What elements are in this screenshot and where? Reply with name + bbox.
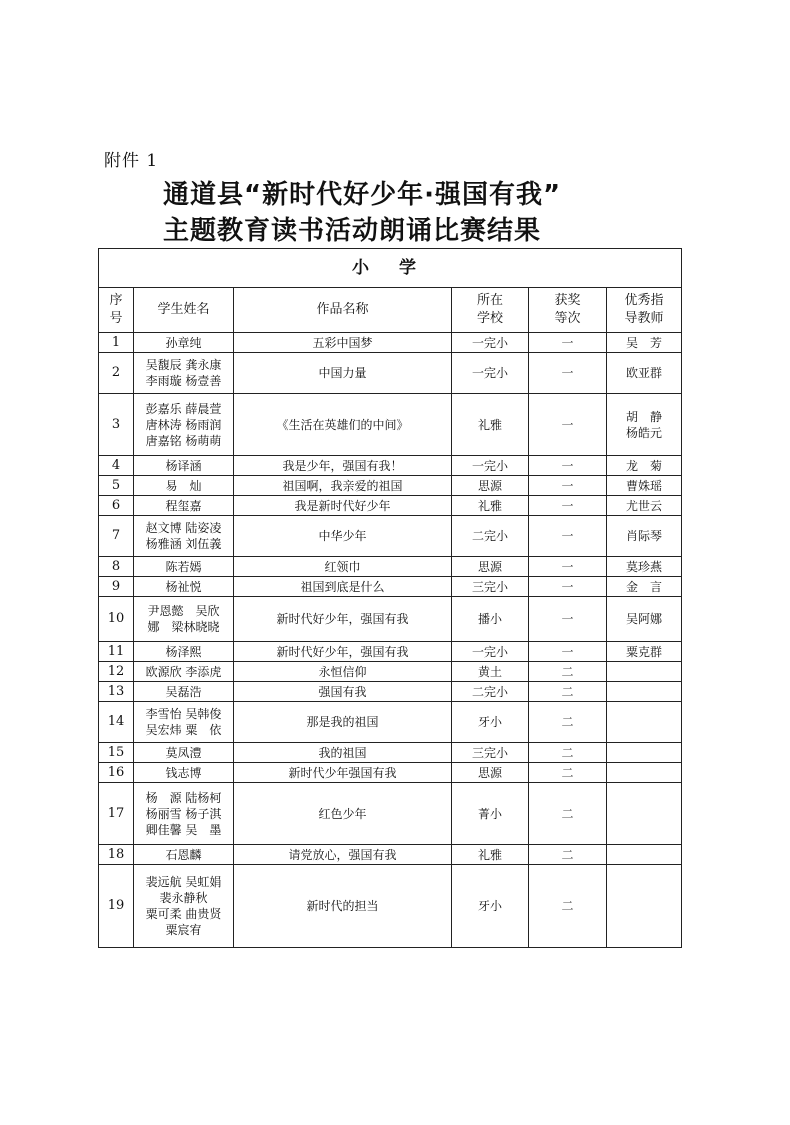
cell-work: 我是新时代好少年: [234, 496, 452, 516]
cell-students: 彭嘉乐 薛晨萱 唐林涛 杨雨润 唐嘉铭 杨萌萌: [134, 394, 234, 456]
header-award: 获奖 等次: [529, 288, 607, 333]
cell-students: 易 灿: [134, 476, 234, 496]
cell-index: 4: [99, 456, 134, 476]
table-row: [99, 865, 682, 948]
section-heading: 小 学: [99, 249, 682, 288]
cell-award: 二: [529, 662, 607, 682]
cell-award: 二: [529, 743, 607, 763]
cell-index: 17: [99, 783, 134, 845]
table-row: [99, 496, 682, 516]
table-row: [99, 597, 682, 642]
header-index: 序 号: [99, 288, 134, 333]
cell-award: 一: [529, 577, 607, 597]
cell-award: 一: [529, 557, 607, 577]
cell-teacher: 吴阿娜: [607, 597, 682, 642]
table-row: [99, 456, 682, 476]
cell-school: 一完小: [452, 642, 529, 662]
cell-work: 祖国啊，我亲爱的祖国: [234, 476, 452, 496]
cell-school: 二完小: [452, 516, 529, 557]
cell-students: 莫凤澧: [134, 743, 234, 763]
cell-students: 陈若嫣: [134, 557, 234, 577]
cell-students: 吴磊浩: [134, 682, 234, 702]
cell-teacher: 胡 静 杨皓元: [607, 394, 682, 456]
cell-index: 3: [99, 394, 134, 456]
table-row: [99, 557, 682, 577]
cell-work: 五彩中国梦: [234, 333, 452, 353]
cell-work: 《生活在英雄们的中间》: [234, 394, 452, 456]
cell-school: 礼雅: [452, 394, 529, 456]
document-title-line-2: 主题教育读书活动朗诵比赛结果: [163, 216, 542, 246]
table-row: [99, 476, 682, 496]
cell-index: 13: [99, 682, 134, 702]
table-row: [99, 682, 682, 702]
cell-students: 石恩麟: [134, 845, 234, 865]
cell-teacher: [607, 702, 682, 743]
cell-students: 杨祉悦: [134, 577, 234, 597]
cell-school: 三完小: [452, 577, 529, 597]
cell-award: 二: [529, 763, 607, 783]
cell-school: 菁小: [452, 783, 529, 845]
cell-work: 中华少年: [234, 516, 452, 557]
cell-award: 一: [529, 597, 607, 642]
cell-students: 杨 源 陆杨柯 杨丽雪 杨子淇 卿佳馨 吴 墨: [134, 783, 234, 845]
cell-teacher: 龙 菊: [607, 456, 682, 476]
cell-school: 一完小: [452, 333, 529, 353]
header-students: 学生姓名: [134, 288, 234, 333]
cell-award: 一: [529, 333, 607, 353]
cell-school: 三完小: [452, 743, 529, 763]
cell-school: 黄土: [452, 662, 529, 682]
attachment-label: 附件 1: [104, 151, 159, 171]
cell-index: 7: [99, 516, 134, 557]
cell-index: 9: [99, 577, 134, 597]
table-row: [99, 642, 682, 662]
cell-teacher: [607, 743, 682, 763]
cell-teacher: 粟克群: [607, 642, 682, 662]
cell-work: 红色少年: [234, 783, 452, 845]
cell-index: 15: [99, 743, 134, 763]
cell-index: 19: [99, 865, 134, 948]
table-row: [99, 394, 682, 456]
cell-school: 思源: [452, 763, 529, 783]
cell-work: 请党放心，强国有我: [234, 845, 452, 865]
cell-students: 欧源欣 李添虎: [134, 662, 234, 682]
cell-teacher: 尤世云: [607, 496, 682, 516]
cell-work: 祖国到底是什么: [234, 577, 452, 597]
table-row: [99, 702, 682, 743]
cell-award: 一: [529, 353, 607, 394]
cell-index: 16: [99, 763, 134, 783]
cell-award: 二: [529, 845, 607, 865]
table-row: [99, 333, 682, 353]
cell-teacher: 莫珍燕: [607, 557, 682, 577]
cell-teacher: 肖际琴: [607, 516, 682, 557]
cell-award: 一: [529, 496, 607, 516]
cell-work: 新时代好少年，强国有我: [234, 642, 452, 662]
cell-students: 裴远航 吴虹娟 裴永静秋 粟可柔 曲贵贤 粟宸宥: [134, 865, 234, 948]
cell-work: 我的祖国: [234, 743, 452, 763]
table-row: [99, 743, 682, 763]
table-row: [99, 783, 682, 845]
cell-work: 新时代的担当: [234, 865, 452, 948]
cell-work: 新时代少年强国有我: [234, 763, 452, 783]
results-table: [98, 248, 682, 948]
cell-school: 思源: [452, 557, 529, 577]
cell-index: 10: [99, 597, 134, 642]
cell-award: 二: [529, 682, 607, 702]
cell-teacher: 曹姝瑶: [607, 476, 682, 496]
table-row: [99, 845, 682, 865]
cell-teacher: [607, 682, 682, 702]
cell-school: 一完小: [452, 456, 529, 476]
cell-school: 牙小: [452, 702, 529, 743]
cell-work: 新时代好少年，强国有我: [234, 597, 452, 642]
cell-index: 12: [99, 662, 134, 682]
cell-students: 钱志博: [134, 763, 234, 783]
cell-award: 一: [529, 456, 607, 476]
cell-school: 二完小: [452, 682, 529, 702]
cell-students: 吴馥辰 龚永康 李雨璇 杨壹善: [134, 353, 234, 394]
cell-index: 14: [99, 702, 134, 743]
cell-award: 一: [529, 642, 607, 662]
cell-school: 播小: [452, 597, 529, 642]
cell-school: 礼雅: [452, 845, 529, 865]
cell-award: 一: [529, 476, 607, 496]
table-row: [99, 763, 682, 783]
cell-work: 我是少年，强国有我！: [234, 456, 452, 476]
cell-index: 11: [99, 642, 134, 662]
cell-students: 赵文博 陆姿凌 杨雅涵 刘伍義: [134, 516, 234, 557]
cell-teacher: [607, 763, 682, 783]
cell-school: 思源: [452, 476, 529, 496]
cell-teacher: [607, 783, 682, 845]
cell-work: 中国力量: [234, 353, 452, 394]
cell-award: 二: [529, 783, 607, 845]
header-teacher: 优秀指 导教师: [607, 288, 682, 333]
table-row: [99, 353, 682, 394]
cell-index: 2: [99, 353, 134, 394]
cell-students: 尹恩懿 吴欣 娜 梁林晓晓: [134, 597, 234, 642]
cell-index: 1: [99, 333, 134, 353]
table-row: [99, 662, 682, 682]
cell-award: 二: [529, 702, 607, 743]
cell-index: 8: [99, 557, 134, 577]
cell-index: 5: [99, 476, 134, 496]
document-title-line-1: 通道县“新时代好少年·强国有我”: [163, 180, 562, 210]
cell-award: 二: [529, 865, 607, 948]
cell-school: 牙小: [452, 865, 529, 948]
header-row: [99, 288, 682, 333]
cell-index: 6: [99, 496, 134, 516]
cell-school: 一完小: [452, 353, 529, 394]
cell-award: 一: [529, 516, 607, 557]
header-school: 所在 学校: [452, 288, 529, 333]
cell-students: 李雪怡 吴韩俊 吴宏炜 粟 依: [134, 702, 234, 743]
cell-teacher: [607, 662, 682, 682]
cell-index: 18: [99, 845, 134, 865]
cell-teacher: [607, 845, 682, 865]
cell-award: 一: [529, 394, 607, 456]
header-work: 作品名称: [234, 288, 452, 333]
cell-work: 那是我的祖国: [234, 702, 452, 743]
cell-teacher: 吴 芳: [607, 333, 682, 353]
cell-work: 永恒信仰: [234, 662, 452, 682]
cell-work: 强国有我: [234, 682, 452, 702]
cell-students: 杨泽熙: [134, 642, 234, 662]
cell-students: 杨译涵: [134, 456, 234, 476]
cell-teacher: 欧亚群: [607, 353, 682, 394]
table-row: [99, 577, 682, 597]
cell-teacher: 金 言: [607, 577, 682, 597]
cell-students: 孙章纯: [134, 333, 234, 353]
cell-work: 红领巾: [234, 557, 452, 577]
table-row: [99, 516, 682, 557]
cell-teacher: [607, 865, 682, 948]
cell-students: 程玺嘉: [134, 496, 234, 516]
cell-school: 礼雅: [452, 496, 529, 516]
